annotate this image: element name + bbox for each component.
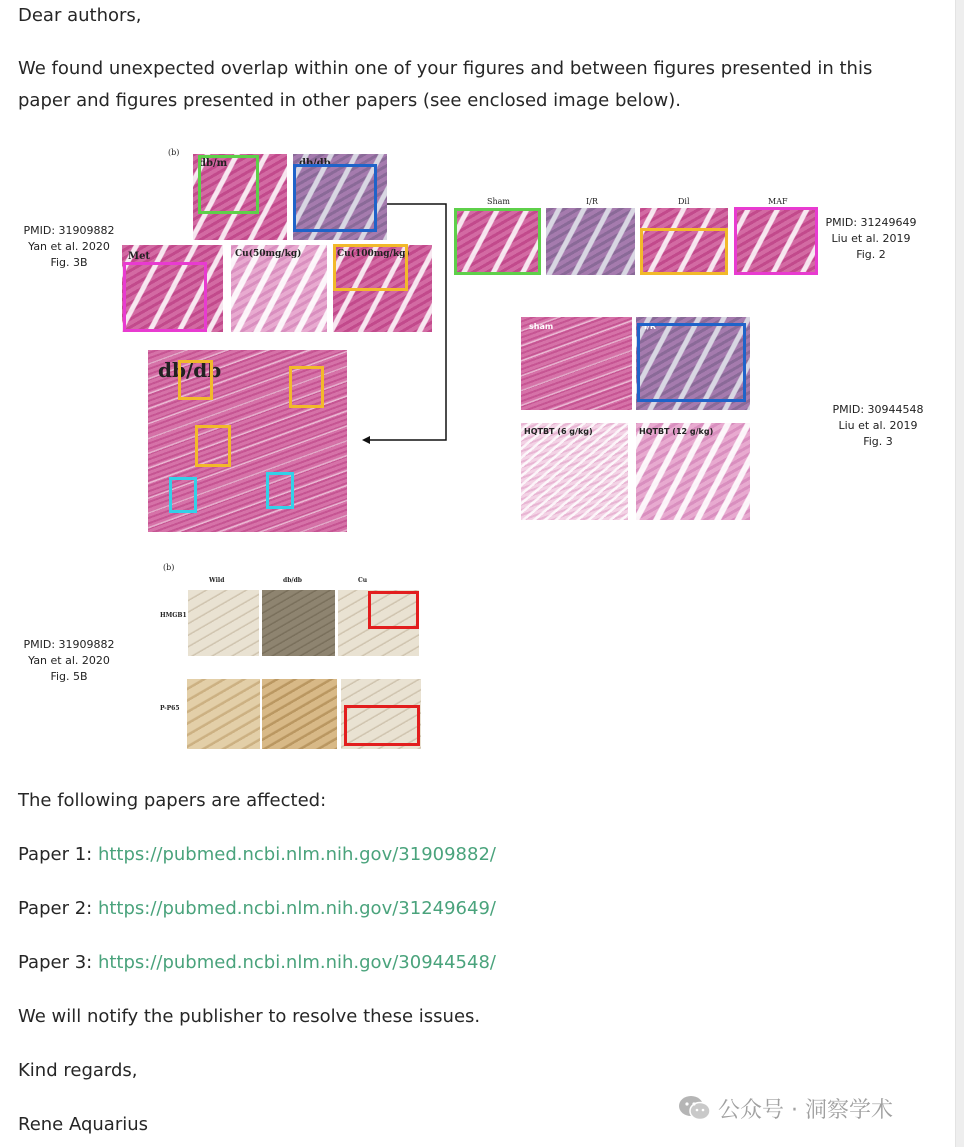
panel-label: MAF: [768, 197, 788, 206]
magenta-overlap-box: [734, 207, 818, 275]
paper-2-line: [18, 893, 496, 925]
paper-label: Paper 2:: [18, 898, 98, 919]
panel-label: Cu(100mg/kg): [337, 249, 410, 259]
panel-label: I/R: [586, 197, 598, 206]
panel-label: db/db: [299, 158, 331, 169]
yellow-overlap-box: [178, 360, 213, 400]
connector-arrow: [360, 200, 455, 450]
caption-author: Yan et al. 2020: [28, 654, 110, 667]
intro-paragraph: We found unexpected overlap within one of your figures and between figures presented in this paper and figures presented in other papers (see enclosed image below).: [18, 58, 873, 111]
yellow-overlap-box: [195, 425, 231, 467]
caption-yan-fig3b: [20, 223, 118, 271]
cyan-overlap-box: [266, 472, 294, 509]
signature: Rene Aquarius: [18, 1114, 149, 1135]
caption-author: Liu et al. 2019: [838, 419, 918, 432]
watermark: [678, 1090, 893, 1126]
paper-1-link[interactable]: https://pubmed.ncbi.nlm.nih.gov/31909882/: [97, 844, 496, 865]
caption-pmid: PMID: 31249649: [825, 216, 917, 229]
caption-liu-fig3: [828, 402, 928, 450]
caption-figure: Fig. 2: [856, 248, 886, 261]
panel-letter: (b): [168, 148, 180, 157]
panel-label: I/R: [644, 322, 657, 331]
blue-overlap-box: [637, 323, 746, 402]
histology-panel-hqtbt-6: [521, 423, 628, 520]
green-overlap-box: [198, 155, 259, 214]
caption-pmid: PMID: 31909882: [23, 638, 115, 651]
panel-label: Sham: [487, 197, 510, 206]
panel-label: sham: [529, 322, 554, 331]
paper-2-link[interactable]: https://pubmed.ncbi.nlm.nih.gov/31249649/: [97, 898, 496, 919]
caption-pmid: PMID: 30944548: [832, 403, 924, 416]
ihc-panel: [188, 590, 259, 656]
ihc-panel: [262, 679, 337, 749]
caption-author: Yan et al. 2020: [28, 240, 110, 253]
caption-figure: Fig. 3: [863, 435, 893, 448]
caption-author: Liu et al. 2019: [831, 232, 911, 245]
paper-label: Paper 3:: [18, 952, 98, 973]
histology-panel-sham: [521, 317, 632, 410]
caption-pmid: PMID: 31909882: [23, 224, 115, 237]
paper-label: Paper 1:: [18, 844, 98, 865]
closing: Kind regards,: [18, 1060, 138, 1081]
panel-label: HQTBT (6 g/kg): [524, 427, 593, 436]
panel-label: HQTBT (12 g/kg): [639, 427, 714, 436]
panel-label: Cu(50mg/kg): [235, 249, 302, 259]
paper-3-link[interactable]: https://pubmed.ncbi.nlm.nih.gov/30944548/: [97, 952, 496, 973]
ihc-panel: [262, 590, 335, 656]
panel-label: db/m: [199, 158, 228, 169]
panel-label: db/db: [158, 358, 222, 382]
watermark-text: 公众号 · 洞察学术: [718, 1097, 893, 1123]
histology-panel-cu50: [231, 245, 327, 332]
caption-figure: Fig. 5B: [50, 670, 88, 683]
paper-1-line: [18, 839, 496, 871]
greeting: Dear authors,: [18, 5, 142, 26]
caption-yan-fig5b: [20, 637, 118, 685]
row-label: P-P65: [160, 705, 180, 712]
paper-3-line: [18, 947, 496, 979]
notify-paragraph: We will notify the publisher to resolve these issues.: [18, 1006, 481, 1027]
panel-label: Dil: [678, 197, 690, 206]
panel-letter: (b): [163, 563, 175, 572]
caption-figure: Fig. 3B: [50, 256, 88, 269]
caption-liu-fig2: [822, 215, 920, 263]
red-overlap-box: [368, 591, 419, 629]
wechat-icon: [678, 1094, 712, 1122]
green-overlap-box: [454, 208, 541, 275]
magenta-overlap-box: [123, 262, 207, 332]
yellow-overlap-box: [640, 228, 728, 275]
ihc-panel: [187, 679, 260, 749]
yellow-overlap-box: [289, 366, 324, 408]
scrollbar[interactable]: [955, 0, 964, 1147]
histology-panel-ir: [546, 208, 635, 275]
affected-heading: The following papers are affected:: [18, 790, 327, 811]
column-label: db/db: [283, 577, 302, 584]
column-label: Cu: [358, 577, 368, 584]
red-overlap-box: [344, 705, 420, 746]
column-label: Wild: [209, 577, 225, 584]
histology-panel-hqtbt-12: [636, 423, 750, 520]
panel-label: Met: [128, 251, 151, 262]
row-label: HMGB1: [160, 612, 187, 619]
cyan-overlap-box: [169, 477, 197, 513]
